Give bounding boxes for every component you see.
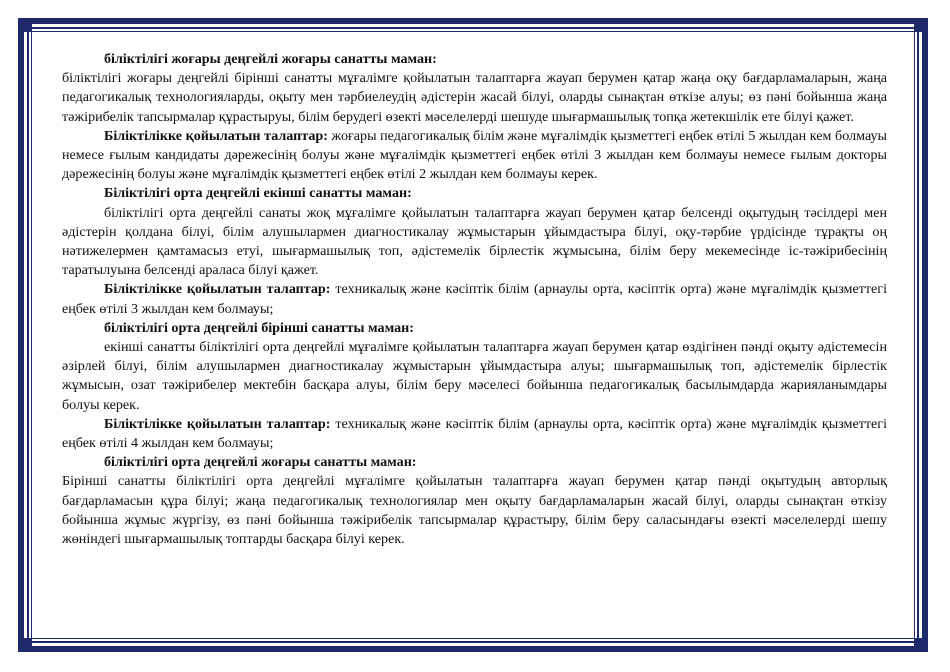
section-heading: біліктілігі жоғары деңгейлі жоғары санатты маман: [104,51,437,67]
requirements-label: Біліктілікке қойылатын талаптар: [104,127,328,144]
border-corner-icon [914,18,928,32]
paragraph: Бірінші санатты біліктілігі орта деңгейлі мұғалімге қойылатын талаптарға жауап берумен қатар пәнді оқытудың авторлық бағдарламасын құра білуі; жаңа педагогикалық технологиялар мен оқыту бағдарламаларын жасай білуі, оларды сынақтан өткізу бойынша жұмыс жүргізу, өз пәні бойынша тәжірибелік тапсырмалар құрастыру, білім беру саласындағы өзекті мәселелерді шешу жөніндегі шығармашылық топтарды басқара білуі керек. [62,473,887,548]
paragraph: екінші санатты біліктілігі орта деңгейлі мұғалімге қойылатын талаптарға жауап берумен қатар өздігінен пәнді оқыту әдістемесін әзірлей білуі, білім алушылармен диагностикалау жұмыстарын ұйымдастыра алуы; шығармашылық топ, әдістемелік бірлестік жұмысын, озат тәжірибелер мектебін басқара алуы, білім беру мәселесі бойынша педагогикалық басылымдарда жарияланымдары болуы керек. [62,339,887,413]
requirements-label: Біліктілікке қойылатын талаптар: [104,281,331,298]
border-corner-icon [18,18,32,32]
border-corner-icon [914,638,928,652]
section-heading: біліктілігі орта деңгейлі жоғары санатты маман: [104,454,417,471]
requirements-text: жоғары педагогикалық білім және мұғалімдік қызметтегі еңбек өтілі 5 жылдан кем болмауы немесе ғылым кандидаты дәрежесінің болуы және мұғалімдік қызметтегі еңбек өтілі 3 жылдан кем болмауы немесе ғылым докторы дәрежесінің болуы және мұғалімдік қызметтегі еңбек өтілі 2 жылдан кем болмауы керек. [62,127,887,183]
requirements-paragraph [62,415,887,453]
requirements-label: Біліктілікке қойылатын талаптар: [104,415,331,432]
requirements-paragraph [62,280,887,318]
border-corner-icon [18,638,32,652]
paragraph: біліктілігі жоғары деңгейлі бірінші санатты мұғалімге қойылатын талаптарға жауап берумен қатар жаңа оқу бағдарламаларын, жаңа педагогикалық технологияларды, оқыту мен тәрбиелеудің әдістерін жасай білуі, оларды сынақтан өткізе алуы; өз пәні бойынша жаңа тәжірибелік тапсырмалар құрастыруы, білім берудегі өзекті мәселелерді шешуде шығармашылық топқа жетекшілік ете білуі қажет. [62,70,887,125]
requirements-paragraph [62,127,887,185]
document-text [62,50,887,549]
requirements-text: техникалық және кәсіптік білім (арнаулы орта, кәсіптік орта) және мұғалімдік қызметтегі еңбек өтілі 3 жылдан кем болмауы; [62,281,888,317]
requirements-text: техникалық және кәсіптік білім (арнаулы орта, кәсіптік орта) және мұғалімдік қызметтегі еңбек өтілі 4 жылдан кем болмауы; [62,415,888,452]
section-heading: Біліктілігі орта деңгейлі екінші санатты маман: [104,185,412,202]
section-heading: біліктілігі орта деңгейлі бірінші санатты маман: [104,319,414,336]
paragraph: біліктілігі орта деңгейлі санаты жоқ мұғалімге қойылатын талаптарға жауап берумен қатар белсенді оқытудың тәсілдері мен әдістерін қолдана білуі, білім алушылармен диагностикалау жұмыстарын ұйымдастыра білуі, оқу-тәрбие үрдісінде тұрақты оң нәтижелермен қамтамасыз етуі, шығармашылық топ, әдістемелік бірлестік жұмысына, білім беру мекемесінде іс-тәжірибесінің таратылуына белсенді араласа білуі қажет. [62,204,887,279]
